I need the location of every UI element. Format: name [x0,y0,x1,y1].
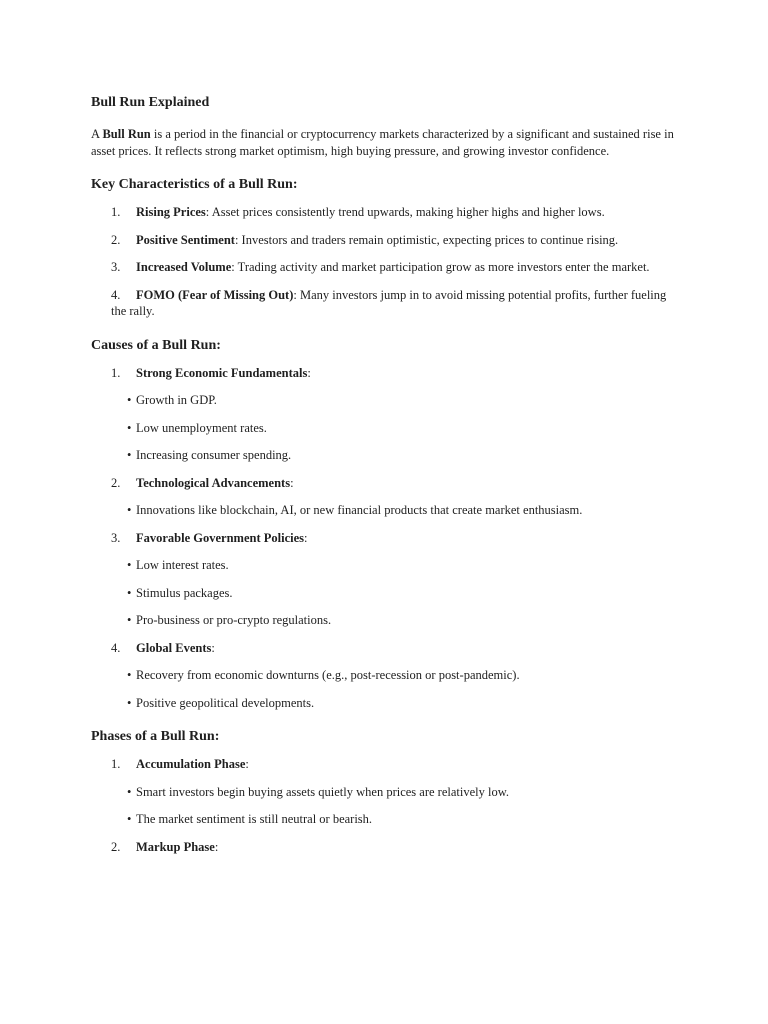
item-number: 3. [111,530,121,545]
intro-paragraph [91,126,681,159]
section-heading-key-characteristics: Key Characteristics of a Bull Run: [91,177,298,192]
item-suffix: : [290,475,294,490]
item-term: Global Events [136,640,212,655]
bullet-text: Innovations like blockchain, AI, or new financial products that create market enthusiasm. [136,503,583,517]
list-item [111,475,681,492]
bullet-text: Low interest rates. [136,558,229,572]
bullet-icon: • [127,668,132,682]
bullet-text: Stimulus packages. [136,585,233,600]
item-number: 2. [111,839,121,854]
item-suffix: : [304,530,308,545]
list-item [111,259,681,276]
section-heading-causes: Causes of a Bull Run: [91,337,221,353]
document-title: Bull Run Explained [91,95,210,110]
bullet-text: Low unemployment rates. [136,420,267,435]
bullet-text: The market sentiment is still neutral or bearish. [136,812,373,826]
item-suffix: : [214,839,219,854]
bullet-icon: • [127,448,132,462]
item-term: Increased Volume [136,260,232,274]
bullet-icon: • [127,812,132,826]
bullet-item [127,502,681,519]
bullet-text: Recovery from economic downturns (e.g., post-recession or post-pandemic). [136,668,520,682]
item-text: : Many investors jump in to avoid missing potential profits, further fueling the rally. [111,287,667,318]
intro-text: is a period in the financial or cryptocurrency markets characterized by a significant and sustained rise in asset prices. It reflects strong market optimism, high buying pressure, and growing investor confidence. [91,127,674,158]
list-item [111,756,681,773]
bullet-item [127,784,681,801]
bullet-item [127,585,681,602]
intro-term: Bull Run [102,127,151,141]
bullet-icon: • [127,613,132,627]
item-number: 1. [111,757,121,771]
bullet-item [127,557,681,574]
bullet-icon: • [127,393,132,407]
item-text: : Asset prices consistently trend upwards, making higher highs and higher lows. [205,205,605,219]
document-page [91,94,681,855]
bullet-item [127,667,681,684]
item-number: 4. [111,640,121,655]
bullet-item [127,811,681,828]
item-suffix: : [211,640,215,655]
list-item [111,287,681,320]
bullet-text: Positive geopolitical developments. [136,695,315,710]
item-term: FOMO (Fear of Missing Out) [136,287,294,302]
item-text: : Investors and traders remain optimistic, expecting prices to continue rising. [234,232,619,247]
intro-prefix: A [91,127,103,141]
bullet-text: Smart investors begin buying assets quietly when prices are relatively low. [136,784,510,799]
item-term: Markup Phase [136,839,215,854]
list-item [111,232,681,249]
bullet-text: Increasing consumer spending. [136,448,292,462]
item-number: 4. [111,287,121,302]
item-term: Positive Sentiment [136,232,235,247]
item-suffix: : [245,757,249,771]
bullet-text: Pro-business or pro-crypto regulations. [136,613,332,627]
item-number: 2. [111,232,121,247]
item-suffix: : [307,365,311,380]
bullet-icon: • [127,784,132,799]
item-number: 2. [111,475,121,490]
item-term: Technological Advancements [136,475,291,490]
item-term: Rising Prices [136,205,206,219]
list-item [111,530,681,547]
list-item [111,839,681,856]
bullet-item [127,420,681,437]
bullet-icon: • [127,420,132,435]
item-number: 1. [111,205,121,219]
item-text: : Trading activity and market participation grow as more investors enter the market. [231,260,650,274]
bullet-icon: • [127,695,132,710]
item-term: Strong Economic Fundamentals [136,365,308,380]
item-term: Favorable Government Policies [136,530,305,545]
list-item [111,204,681,221]
list-item [111,640,681,657]
bullet-icon: • [127,503,132,517]
list-item [111,365,681,382]
section-heading-phases: Phases of a Bull Run: [91,729,220,744]
item-term: Accumulation Phase [136,757,246,771]
item-number: 1. [111,365,121,380]
bullet-item [127,447,681,464]
bullet-icon: • [127,558,132,572]
bullet-text: Growth in GDP. [136,393,217,407]
item-number: 3. [111,260,121,274]
bullet-item [127,695,681,712]
bullet-icon: • [127,585,132,600]
bullet-item [127,392,681,409]
bullet-item [127,612,681,629]
